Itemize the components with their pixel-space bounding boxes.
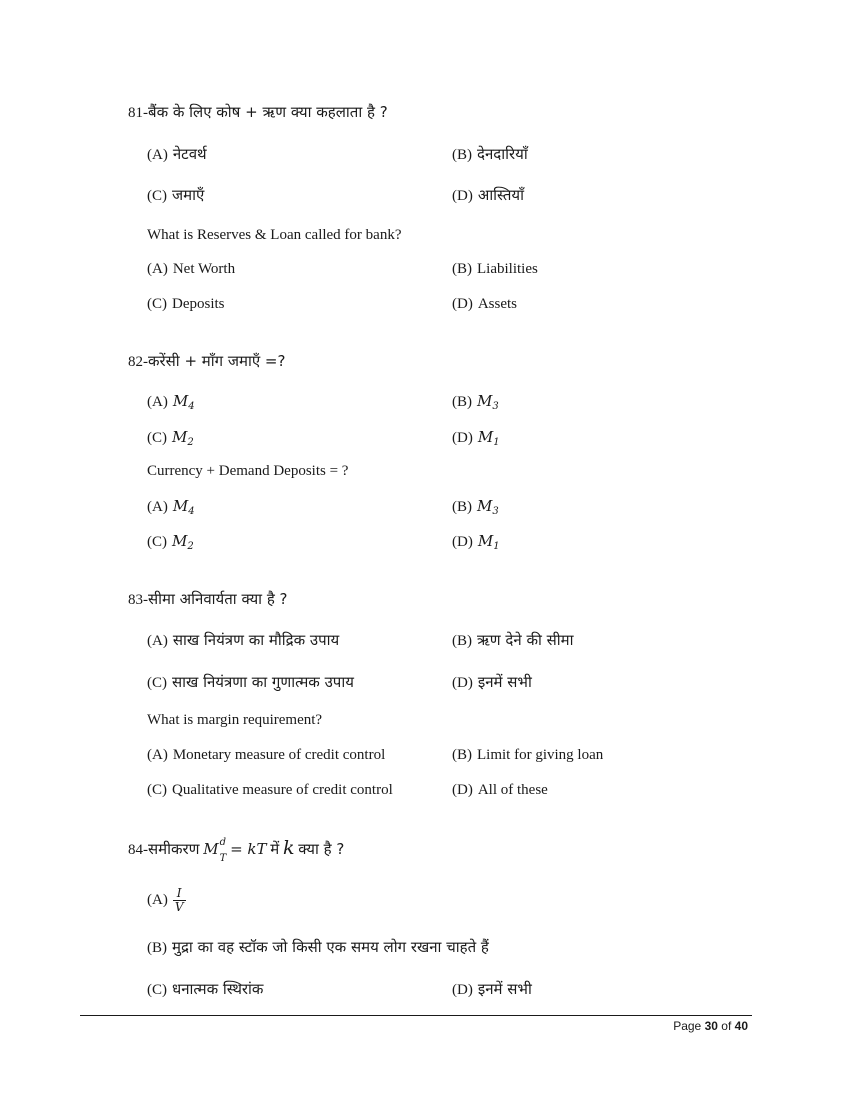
option-b-english: (B) $M_3$	[452, 497, 499, 517]
option-b: (B) $M_3$	[452, 392, 499, 412]
footer-divider	[80, 1015, 752, 1016]
option-a-english: (A) $M_4$	[147, 497, 195, 517]
question-text-english: What is margin requirement?	[147, 712, 323, 728]
question-84: 84-समीकरण M d $_T$ = kT में k क्या है ?	[128, 837, 345, 864]
option-d-hindi: (D) इनमें सभी	[452, 673, 532, 691]
equation: M d $_T$ = kT	[203, 837, 267, 864]
option-b-english: (B) Limit for giving loan	[452, 747, 604, 763]
option-b-hindi: (B) ऋण देने की सीमा	[452, 631, 574, 649]
option-b: (B) मुद्रा का वह स्टॉक जो किसी एक समय लोग रखना चाहते हैं	[147, 938, 489, 956]
question-83	[128, 589, 288, 610]
option-c: (C) धनात्मक स्थिरांक	[147, 980, 264, 998]
option-b-hindi: (B) देनदारियाँ	[452, 145, 528, 163]
option-d-english: (D) Assets	[452, 296, 517, 312]
option-d-english: (D) $M_1$	[452, 532, 500, 552]
option-a-hindi: (A) साख नियंत्रण का मौद्रिक उपाय	[147, 631, 340, 649]
option-a: (A) $M_4$	[147, 392, 195, 412]
question-text-english: What is Reserves & Loan called for bank?	[147, 227, 402, 243]
option-a-english: (A) Monetary measure of credit control	[147, 747, 386, 763]
option-a-hindi: (A) नेटवर्थ	[147, 145, 207, 163]
option-c: (C) $M_2$	[147, 428, 194, 448]
option-b-english: (B) Liabilities	[452, 261, 538, 277]
question-text-english: Currency + Demand Deposits = ?	[147, 463, 349, 479]
question-text-hindi: करेंसी + माँग जमाएँ =?	[148, 352, 286, 370]
question-81	[128, 102, 388, 123]
option-c-hindi: (C) साख नियंत्रणा का गुणात्मक उपाय	[147, 673, 354, 691]
option-d: (D) $M_1$	[452, 428, 500, 448]
option-a-english: (A) Net Worth	[147, 261, 236, 277]
question-text-hindi: बैंक के लिए कोष + ऋण क्या कहलाता है ?	[148, 103, 388, 121]
question-number: 84-	[128, 842, 148, 858]
question-number: 81-	[128, 105, 148, 121]
option-d-english: (D) All of these	[452, 782, 548, 798]
fraction: $\frac{I}{V}$	[174, 886, 184, 915]
question-number: 82-	[128, 354, 148, 370]
page-number: Page 30 of 40	[673, 1019, 748, 1033]
option-d: (D) इनमें सभी	[452, 980, 532, 998]
option-a: (A) $\frac{I}{V}$	[147, 886, 184, 915]
variable-k: k	[282, 837, 295, 859]
option-c-english: (C) Deposits	[147, 296, 225, 312]
option-d-hindi: (D) आस्तियाँ	[452, 186, 525, 204]
option-c-english: (C) $M_2$	[147, 532, 194, 552]
question-number: 83-	[128, 592, 148, 608]
option-c-english: (C) Qualitative measure of credit control	[147, 782, 393, 798]
question-text-hindi: सीमा अनिवार्यता क्या है ?	[148, 590, 288, 608]
question-82	[128, 351, 285, 372]
option-c-hindi: (C) जमाएँ	[147, 186, 205, 204]
